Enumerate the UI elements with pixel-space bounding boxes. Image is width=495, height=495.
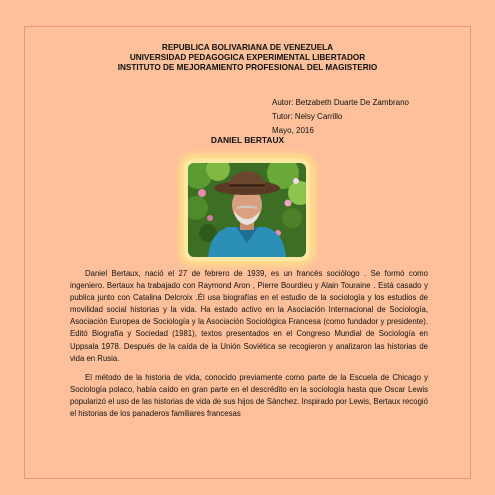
date-line: Mayo, 2016 xyxy=(272,126,314,135)
header-line-institute: INSTITUTO DE MEJORAMIENTO PROFESIONAL DEL MAGISTERIO xyxy=(117,63,378,72)
biography-body xyxy=(70,268,428,427)
portrait-photo xyxy=(188,163,306,257)
paragraph-2: El método de la historia de vida, conocido previamente como parte de la Escuela de Chicago y Sociología polaco, había caído en gran parte en el descrédito en la sociología hasta que Oscar Lewis popularizó el uso de las historias de vida de sus hijos de Sánchez. Inspirado por Lewis, Bertaux recogió el historias de los panaderos familiares francesas xyxy=(70,372,428,419)
document-title: DANIEL BERTAUX xyxy=(210,135,285,145)
institution-header xyxy=(0,43,495,73)
portrait-frame xyxy=(184,159,310,261)
tutor-line: Tutor: Nelsy Carrillo xyxy=(272,112,343,121)
header-line-country: REPUBLICA BOLIVARIANA DE VENEZUELA xyxy=(161,43,334,52)
document-meta xyxy=(272,96,409,138)
header-line-university: UNIVERSIDAD PEDAGOGICA EXPERIMENTAL LIBERTADOR xyxy=(129,53,366,62)
author-line: Autor: Betzabeth Duarte De Zambrano xyxy=(272,98,409,107)
paragraph-1: Daniel Bertaux, nació el 27 de febrero de 1939, es un francés sociólogo . Se formó como ingeniero. Bertaux ha trabajado con Raymond Aron , Pierre Bourdieu y Alain Touraine . Está casado y publica junto con Catalina Delcroix .Él usa biografías en el estudio de la sociología y los estudios de movilidad social historias y la vida. Ha estado activo en la Asociación Internacional de Sociología, Asociación Europea de Sociología y la Asociación Sociológica Francesa (como fundador y presidente). Editó Biografía y Sociedad (1981), textos presentados en el Congreso Mundial de Sociología en Uppsala 1978. Después de la caída de la Unión Soviética se recogieron y analizaron las historias de vida en Rusia. xyxy=(70,269,428,363)
